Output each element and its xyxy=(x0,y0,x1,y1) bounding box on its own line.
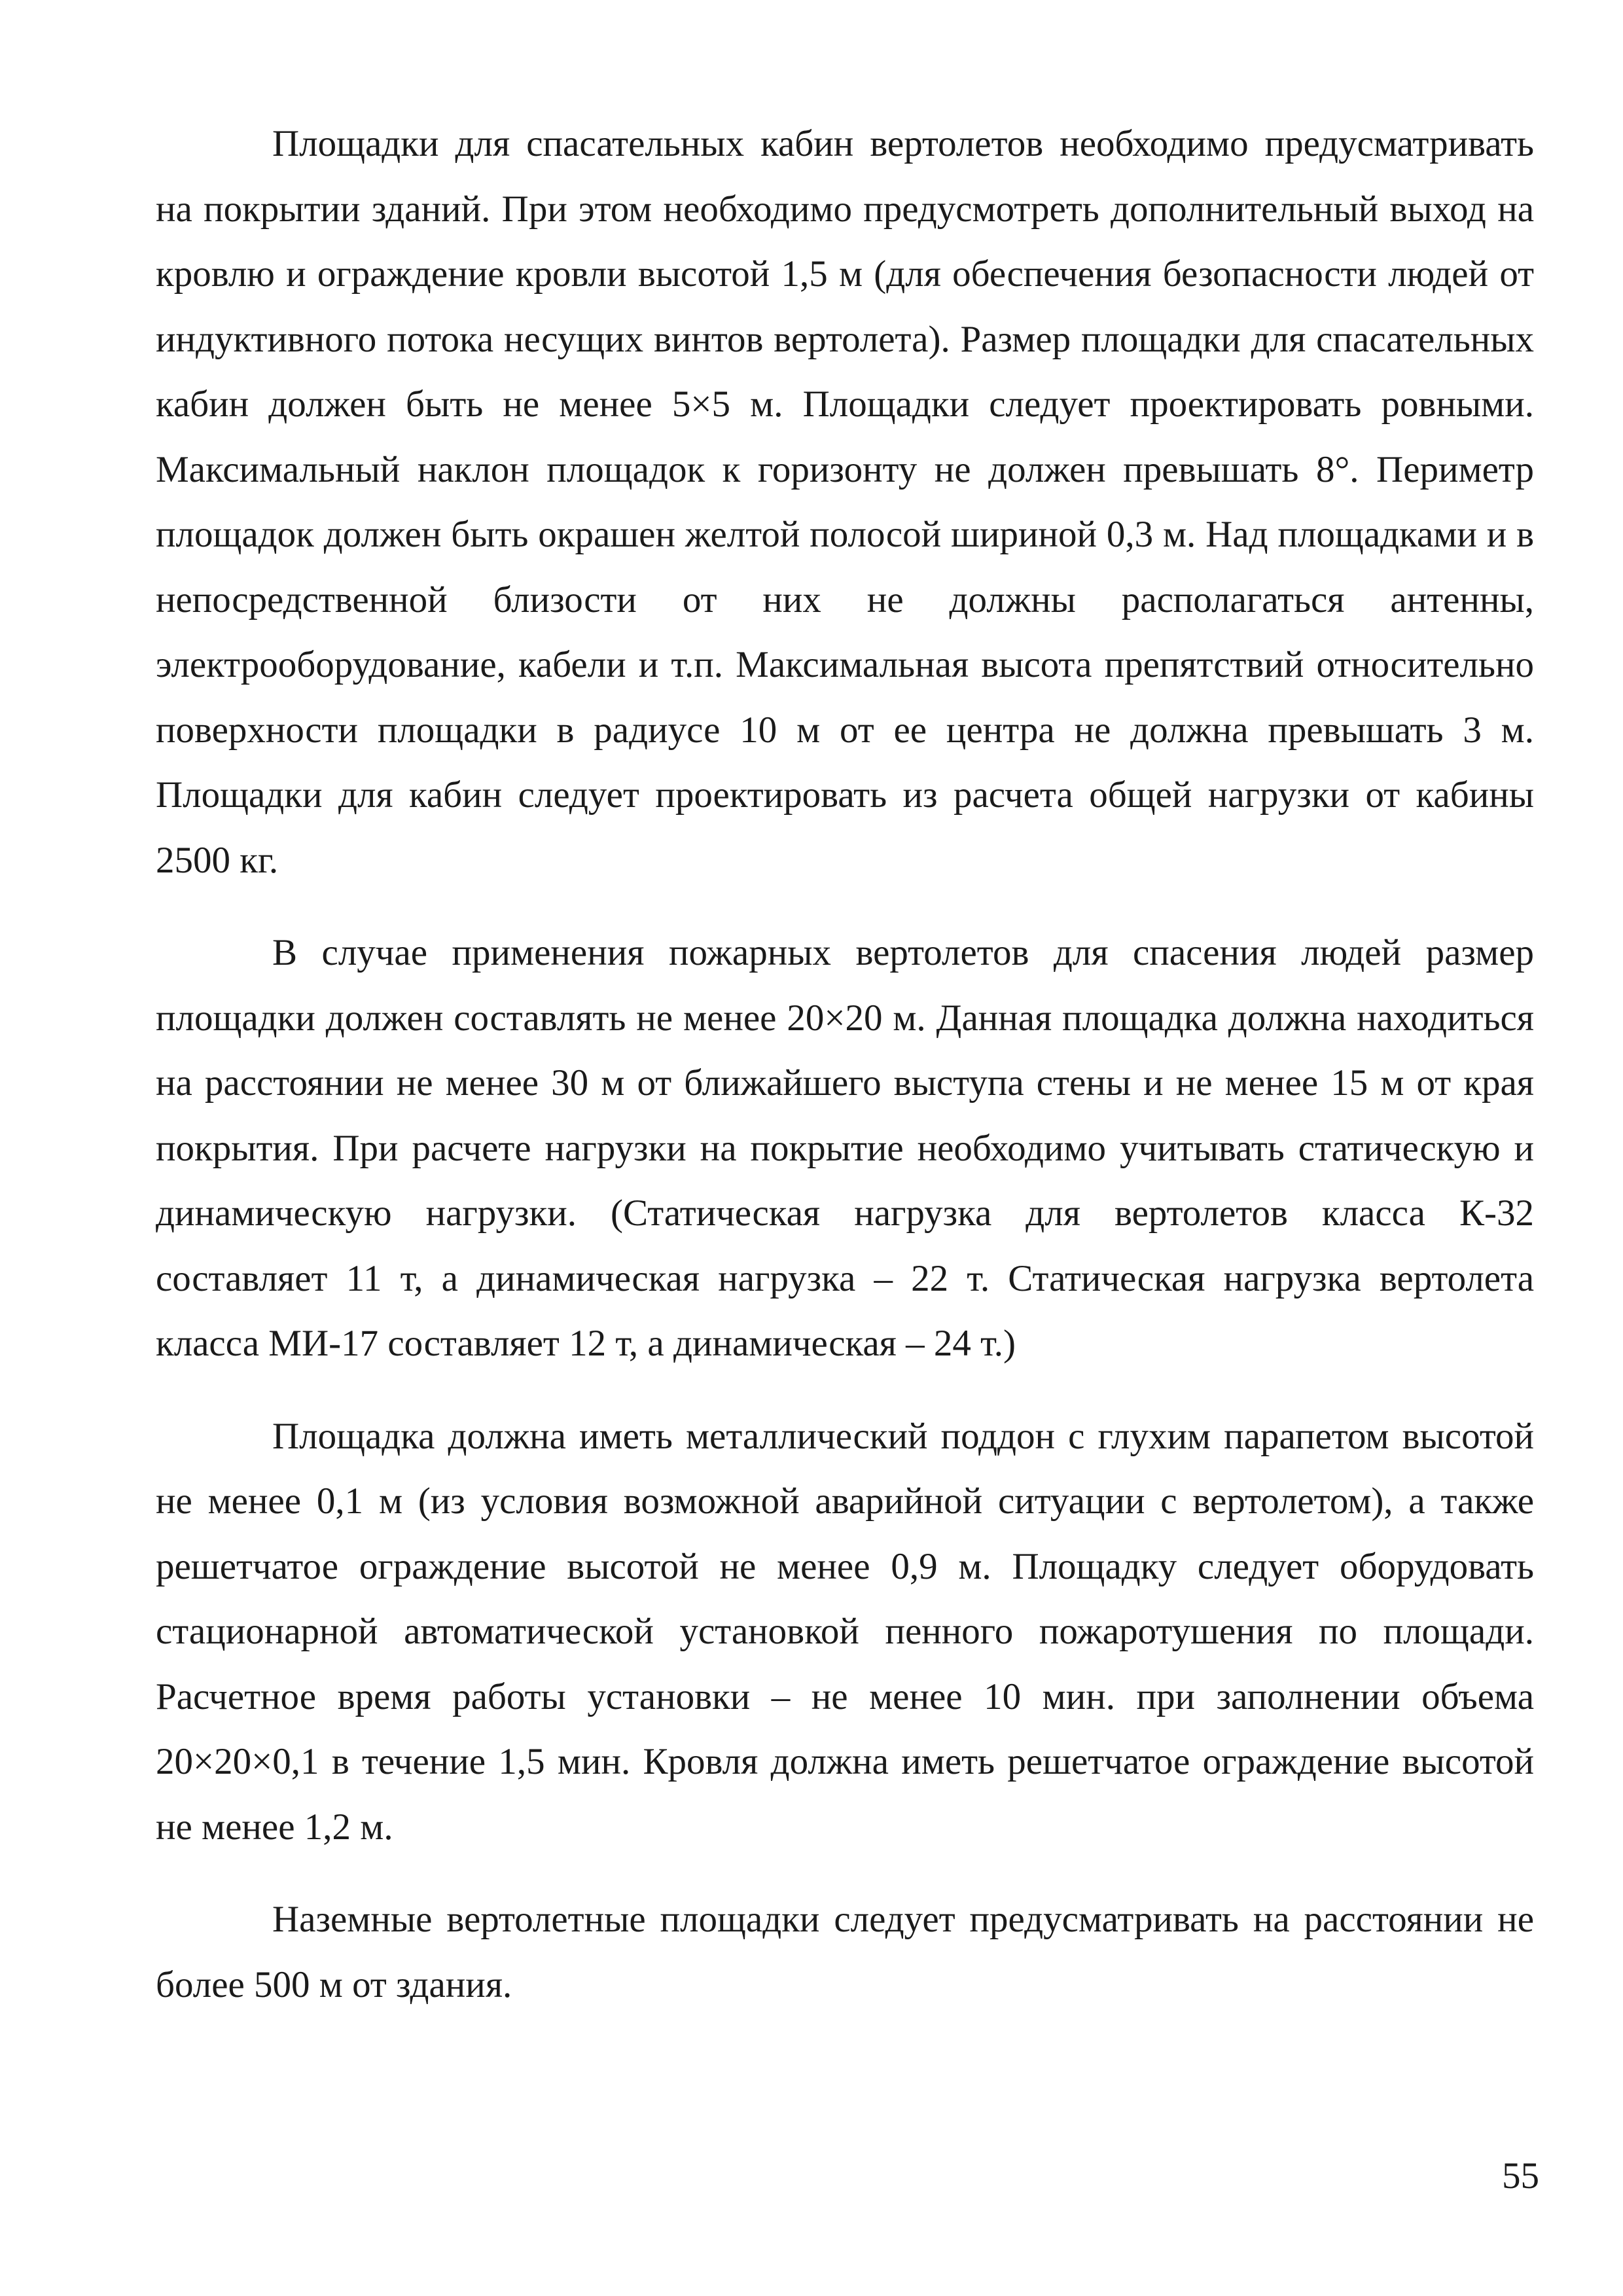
page-number: 55 xyxy=(1502,2155,1539,2197)
paragraph-rescue-cabin-pads: Площадки для спасательных кабин вертолетов необходимо предусматривать на покрытии зданий. При этом необходимо предусмотреть дополнительный выход на кровлю и ограждение кровли высотой 1,5 м (для обеспечения безопасности людей от индуктивного потока несущих винтов вертолета). Размер площадки для спасательных кабин должен быть не менее 5×5 м. Площадки следует проектировать ровными. Максимальный наклон площадок к горизонту не должен превышать 8°. Периметр площадок должен быть окрашен желтой полосой шириной 0,3 м. Над площадками и в непосредственной близости от них не должны располагаться антенны, электрооборудование, кабели и т.п. Максимальная высота препятствий относительно поверхности площадки в радиусе 10 м от ее центра не должна превышать 3 м. Площадки для кабин следует проектировать из расчета общей нагрузки от кабины 2500 кг. xyxy=(156,123,1534,881)
paragraph-ground-pads: Наземные вертолетные площадки следует предусматривать на расстоянии не более 500 м от здания. xyxy=(156,1899,1534,2005)
paragraph-pad-equipment: Площадка должна иметь металлический поддон с глухим парапетом высотой не менее 0,1 м (из условия возможной аварийной ситуации с вертолетом), а также решетчатое ограждение высотой не менее 0,9 м. Площадку следует оборудовать стационарной автоматической установкой пенного пожаротушения по площади. Расчетное время работы установки – не менее 10 мин. при заполнении объема 20×20×0,1 в течение 1,5 мин. Кровля должна иметь решетчатое ограждение высотой не менее 1,2 м. xyxy=(156,1415,1534,1848)
paragraph-fire-helicopter-pads: В случае применения пожарных вертолетов для спасения людей размер площадки должен составлять не менее 20×20 м. Данная площадка должна находиться на расстоянии не менее 30 м от ближайшего выступа стены и не менее 15 м от края покрытия. При расчете нагрузки на покрытие необходимо учитывать статическую и динамическую нагрузки. (Статическая нагрузка для вертолетов класса К-32 составляет 11 т, а динамическая нагрузка – 22 т. Статическая нагрузка вертолета класса МИ-17 составляет 12 т, а динамическая – 24 т.) xyxy=(156,932,1534,1364)
body-text xyxy=(156,111,1534,2017)
